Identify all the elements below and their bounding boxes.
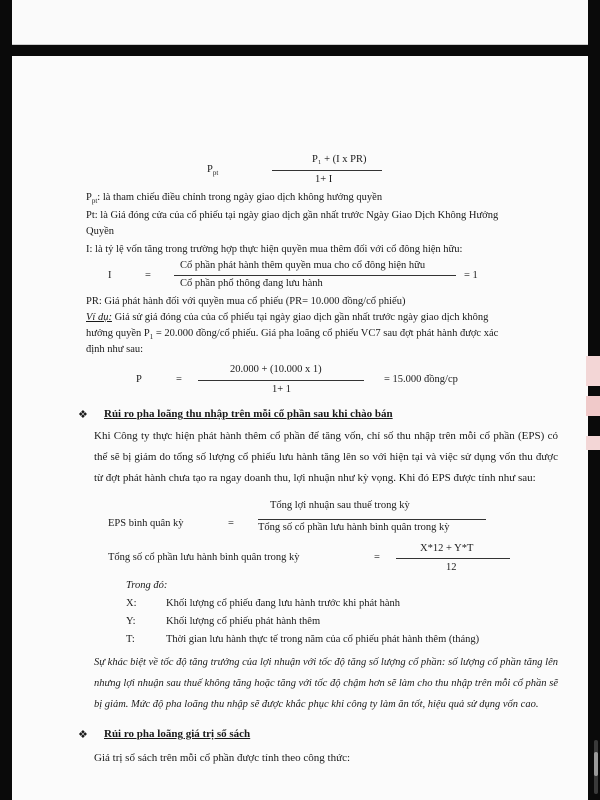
sec2-heading: Rủi ro pha loãng giá trị sổ sách — [104, 728, 251, 740]
def-i: I: là tỷ lệ vốn tăng trong trường hợp thực hiện quyền mua thêm đối với cổ đông hiện hữu: — [86, 244, 463, 255]
where-value-t: Thời gian lưu hành thực tế trong năm của cổ phiếu phát hành thêm (tháng) — [166, 634, 480, 645]
f5-equals: = — [374, 552, 380, 563]
f3-numerator: 20.000 + (10.000 x 1) — [230, 364, 322, 375]
example-line2: hưởng quyền $P_1 = 20.000$ đồng/cổ phiếu. Giá pha loãng cổ phiếu VC7 sau đợt phát hành được xác — [86, 328, 499, 342]
where-key-t: T: — [126, 634, 135, 645]
sec1-heading: Rủi ro pha loãng thu nhập trên mỗi cổ phần sau khi chào bán — [104, 408, 393, 420]
stamp-fragment-bottom — [586, 436, 600, 450]
f4-fraction-line — [258, 519, 486, 520]
pr-line: PR: Giá phát hành đối với quyền mua cổ phiếu (PR= 10.000 đồng/cổ phiếu) — [86, 296, 406, 307]
def-ppt: $P_{pt}$: là tham chiếu điều chỉnh trong ngày giao dịch không hưởng quyền — [86, 192, 383, 206]
f5-fraction-line — [396, 558, 510, 559]
f3-equals: = — [176, 374, 182, 385]
f4-numerator: Tổng lợi nhuận sau thuế trong kỳ — [270, 500, 410, 511]
where-label: Trong đó: — [126, 580, 168, 591]
scrollbar-thumb[interactable] — [594, 752, 598, 776]
sec1-paragraph: Khi Công ty thực hiện phát hành thêm cổ phần để tăng vốn, chỉ số thu nhập trên mỗi cổ phần (EPS) có thể sẽ bị giảm do tổng số lượng cổ phiếu lưu hành tăng lên so với hiện tại và việc sử dụng vốn thu được từ đợt phát hành chưa tạo ra ngay doanh thu, lợi nhuận như kỳ vọng. Khi đó EPS được tính như sau: — [94, 430, 558, 484]
f3-rhs: = 15.000 đồng/cp — [384, 374, 458, 385]
document-page — [12, 56, 588, 800]
f1-lhs: $P_{pt}$ — [207, 164, 219, 178]
f3-lhs: P — [136, 374, 142, 385]
f4-denominator: Tổng số cổ phần lưu hành bình quân trong kỳ — [258, 522, 450, 533]
f2-fraction-line — [174, 275, 456, 276]
f1-numerator: P₁ + (I x PR) — [312, 154, 367, 165]
f2-numerator: Cổ phần phát hành thêm quyền mua cho cổ đông hiện hữu — [180, 260, 426, 271]
f2-denominator: Cổ phần phổ thông đang lưu hành — [180, 278, 323, 289]
where-value-y: Khối lượng cổ phiếu phát hành thêm — [166, 616, 321, 627]
def-pt-line1: Pt: là Giá đóng cửa của cổ phiếu tại ngày giao dịch gần nhất trước Ngày Giao Dịch Không Hưởng — [86, 210, 499, 221]
f5-lhs: Tổng số cổ phần lưu hành bình quân trong kỳ — [108, 552, 300, 563]
where-key-y: Y: — [126, 616, 136, 627]
f5-denominator: 12 — [446, 562, 457, 573]
f4-equals: = — [228, 518, 234, 529]
f1-fraction-line — [272, 170, 382, 171]
f1-denominator: 1+ I — [315, 174, 333, 185]
f2-rhs: = 1 — [464, 270, 478, 281]
stamp-fragment-top — [586, 356, 600, 386]
f2-equals: = — [145, 270, 151, 281]
f3-denominator: 1+ 1 — [272, 384, 292, 395]
where-key-x: X: — [126, 598, 137, 609]
example-line1: Ví dụ: Giả sử giá đóng của của cổ phiếu tại ngày giao dịch gần nhất trước ngày giao dịch không — [86, 312, 489, 323]
f4-lhs: EPS bình quân kỳ — [108, 518, 184, 529]
f3-fraction-line — [198, 380, 364, 381]
dilution-italic-paragraph: Sự khác biệt về tốc độ tăng trưởng của lợi nhuận với tốc độ tăng số lượng cổ phần: số lượng cổ phần tăng lên nhưng lợi nhuận sau thuế không tăng hoặc tăng với tốc độ chậm hơn sẽ làm cho thu nhập trên mỗi cổ phần sẽ bị giảm. Mức độ pha loãng thu nhập sẽ được khắc phục khi công ty làm ăn tốt, hiệu quả sử dụng vốn cao. — [94, 657, 558, 710]
example-line3: định như sau: — [86, 344, 144, 355]
sec2-paragraph: Giá trị sổ sách trên mỗi cổ phần được tính theo công thức: — [94, 752, 351, 764]
f5-numerator: X*12 + Y*T — [420, 543, 474, 554]
def-pt-line2: Quyền — [86, 226, 114, 237]
previous-page-sheet — [12, 0, 588, 45]
where-value-x: Khối lượng cổ phiếu đang lưu hành trước khi phát hành — [166, 598, 401, 609]
sec2-bullet-icon: ❖ — [78, 729, 88, 741]
f2-lhs: I — [108, 270, 112, 281]
sec1-bullet-icon: ❖ — [78, 409, 88, 421]
stamp-fragment-middle — [586, 396, 600, 416]
